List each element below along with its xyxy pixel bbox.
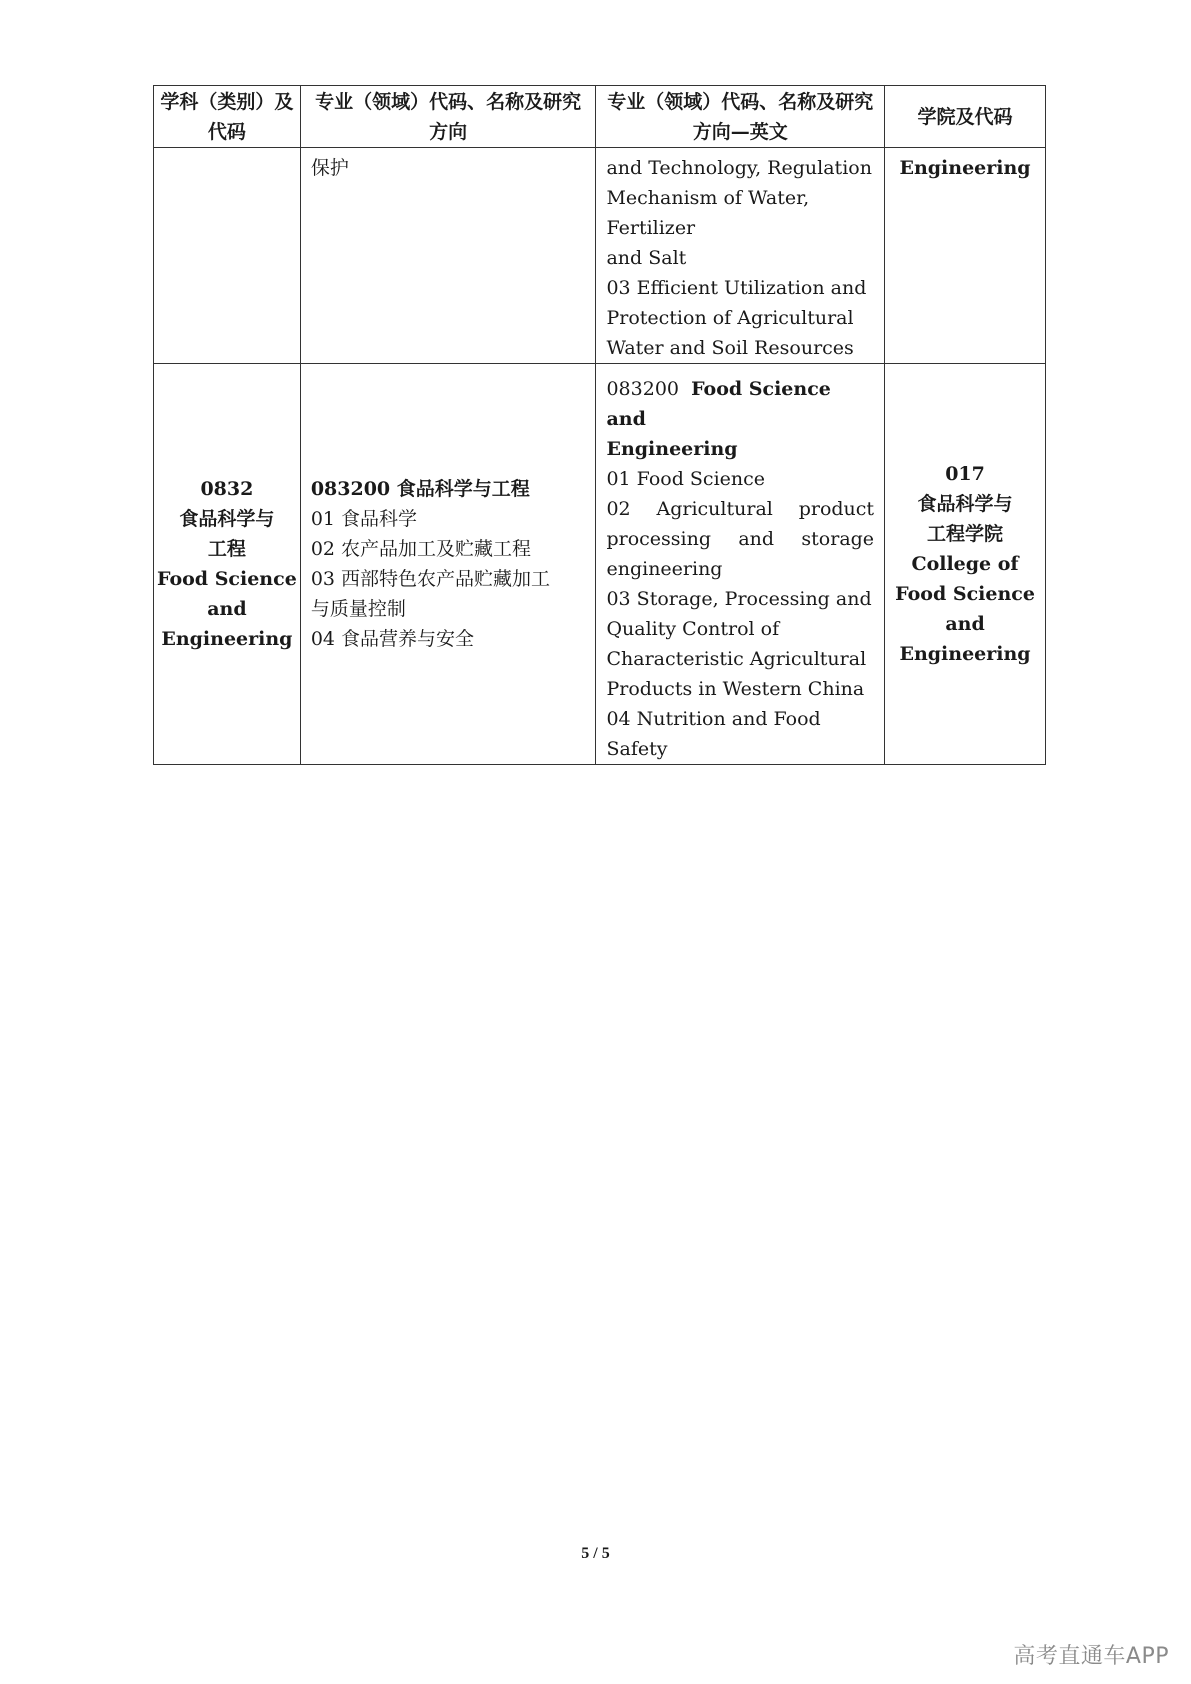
english-direction: Characteristic Agricultural xyxy=(606,648,867,670)
english-direction-justified xyxy=(606,494,874,524)
discipline-catalog-table xyxy=(153,85,1046,765)
row1-college-line: Engineering xyxy=(899,157,1031,179)
table-row xyxy=(154,148,1046,364)
row1-english-line: and Technology, Regulation xyxy=(606,157,872,179)
major-title: 083200 食品科学与工程 xyxy=(310,478,530,500)
college-name-en: College of xyxy=(911,553,1019,575)
row1-english-cell xyxy=(596,148,885,364)
major-direction: 03 西部特色农产品贮藏加工 xyxy=(310,568,551,590)
english-major-name: Food Science and xyxy=(606,378,831,430)
row1-english-line: Water and Soil Resources xyxy=(606,337,854,359)
english-direction: Products in Western China xyxy=(606,678,865,700)
word: and xyxy=(738,528,775,550)
college-name-en: and xyxy=(945,613,985,635)
header-college: 学院及代码 xyxy=(885,86,1046,148)
college-name-cn: 工程学院 xyxy=(927,523,1004,545)
row1-english-line: 03 Efficient Utilization and xyxy=(606,277,867,299)
row1-english-line: Protection of Agricultural xyxy=(606,307,854,329)
college-name-en: Engineering xyxy=(899,643,1031,665)
discipline-name-cn: 工程 xyxy=(207,538,246,560)
word: processing xyxy=(606,528,712,550)
row2-english-cell xyxy=(596,364,885,765)
english-major-code: 083200 xyxy=(606,378,679,400)
major-direction: 04 食品营养与安全 xyxy=(310,628,475,650)
word: storage xyxy=(801,528,875,550)
row1-college-cell xyxy=(885,148,1046,364)
english-direction: 04 Nutrition and Food Safety xyxy=(606,708,821,760)
table-header-row xyxy=(154,86,1046,148)
college-code: 017 xyxy=(945,463,985,485)
english-direction: 01 Food Science xyxy=(606,468,766,490)
english-direction-justified xyxy=(606,524,874,554)
english-major-title xyxy=(606,374,874,434)
header-major: 专业（领域）代码、名称及研究方向 xyxy=(300,86,596,148)
discipline-name-en: Food Science xyxy=(157,568,297,590)
english-direction: Quality Control of xyxy=(606,618,780,640)
watermark: 高考直通车APP xyxy=(1013,1644,1169,1669)
english-direction: 03 Storage, Processing and xyxy=(606,588,872,610)
row2-college-cell xyxy=(885,364,1046,765)
header-major-english: 专业（领域）代码、名称及研究方向—英文 xyxy=(596,86,885,148)
discipline-code: 0832 xyxy=(200,478,254,500)
row1-english-line: and Salt xyxy=(606,247,687,269)
discipline-name-en: Engineering xyxy=(161,628,293,650)
row2-discipline-cell xyxy=(154,364,301,765)
english-major-name-line2: Engineering xyxy=(606,438,738,460)
row1-major-cell xyxy=(300,148,596,364)
word: Agricultural xyxy=(656,498,773,520)
word: product xyxy=(798,498,875,520)
row1-english-line: Mechanism of Water, Fertilizer xyxy=(606,187,810,239)
header-discipline: 学科（类别）及代码 xyxy=(154,86,301,148)
discipline-name-cn: 食品科学与 xyxy=(179,508,275,530)
major-direction: 与质量控制 xyxy=(310,598,406,620)
page-number: 5 / 5 xyxy=(581,1545,610,1562)
major-direction: 02 农产品加工及贮藏工程 xyxy=(310,538,532,560)
college-name-en: Food Science xyxy=(895,583,1035,605)
row2-major-cell xyxy=(300,364,596,765)
college-name-cn: 食品科学与 xyxy=(917,493,1013,515)
major-direction: 01 食品科学 xyxy=(310,508,418,530)
table-row xyxy=(154,364,1046,765)
discipline-name-en: and xyxy=(207,598,247,620)
word: 02 xyxy=(606,498,631,520)
row1-discipline-cell xyxy=(154,148,301,364)
row1-major-line: 保护 xyxy=(310,157,349,179)
english-direction: engineering xyxy=(606,558,723,580)
